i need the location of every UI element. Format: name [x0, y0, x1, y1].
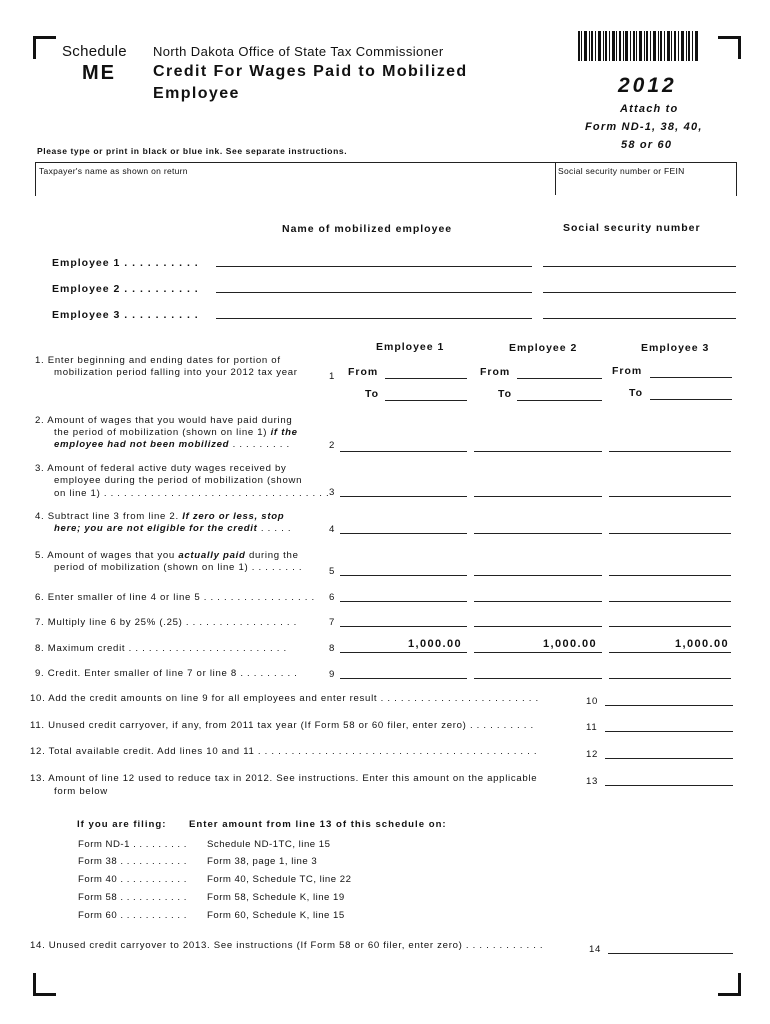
- line-10-field[interactable]: [605, 705, 733, 706]
- line-7-employee-2-field[interactable]: [474, 626, 602, 627]
- agency-name: North Dakota Office of State Tax Commissioner: [153, 44, 444, 59]
- tax-year: 2012: [618, 74, 677, 97]
- line-12-text: 12. Total available credit. Add lines 10 and 11 . . . . . . . . . . . . . . . . . . . . . . . . . . . . . . . . . . . . . . . . . .: [30, 746, 538, 757]
- line-8-employee-3-amount: 1,000.00: [674, 638, 729, 650]
- line-5-text-a: [35, 550, 299, 561]
- line-13-text-a: 13. Amount of line 12 used to reduce tax in 2012. See instructions. Enter this amount on the applicable: [30, 773, 538, 784]
- line-2-text-a: 2. Amount of wages that you would have paid during: [35, 415, 293, 426]
- crop-mark-top-left: [33, 36, 56, 59]
- line-8-employee-1-amount: 1,000.00: [407, 638, 462, 650]
- filing-destination: Form 40, Schedule TC, line 22: [207, 874, 352, 885]
- employee-ssn-header: Social security number: [563, 222, 701, 234]
- line-8-employee-3-field: [609, 652, 731, 653]
- line-2-text-b-plain: the period of mobilization (shown on line 1): [54, 427, 268, 438]
- schedule-label: Schedule: [62, 43, 127, 60]
- filing-destination: Form 60, Schedule K, line 15: [207, 910, 345, 921]
- employee-3-name-field[interactable]: [216, 318, 532, 319]
- line-3-employee-3-field[interactable]: [609, 496, 731, 497]
- employee-2-ssn-field[interactable]: [543, 292, 736, 293]
- line-3-employee-1-field[interactable]: [340, 496, 467, 497]
- line-5-text-a-plain: 5. Amount of wages that you: [35, 550, 175, 561]
- line-10-number: 10: [586, 696, 599, 707]
- barcode: [578, 31, 698, 61]
- employee-row-label: Employee 1 . . . . . . . . . .: [52, 257, 199, 269]
- line-3-number: 3: [329, 487, 336, 498]
- line-3-text-c: on line 1) . . . . . . . . . . . . . . . . . . . . . . . . . . . . . . . . . .: [54, 488, 330, 499]
- line-8-text: 8. Maximum credit . . . . . . . . . . . . . . . . . . . . . . . .: [35, 643, 287, 654]
- employee-row-label: Employee 3 . . . . . . . . . .: [52, 309, 199, 321]
- employee-3-ssn-field[interactable]: [543, 318, 736, 319]
- line-5-text-b: period of mobilization (shown on line 1) . . . . . . . .: [54, 562, 303, 573]
- employee-3-from-date[interactable]: [650, 377, 732, 378]
- line-2-number: 2: [329, 440, 336, 451]
- filing-header-left: If you are filing:: [77, 819, 167, 830]
- line-14-field[interactable]: [608, 953, 733, 954]
- crop-mark-top-right: [718, 36, 741, 59]
- filing-form-label: Form 38 . . . . . . . . . . .: [78, 856, 187, 867]
- line-9-number: 9: [329, 669, 336, 680]
- from-label: From: [612, 365, 643, 377]
- line-11-text: 11. Unused credit carryover, if any, from 2011 tax year (If Form 58 or 60 filer, enter zero) . . . . . . . . . .: [30, 720, 534, 731]
- line-6-employee-1-field[interactable]: [340, 601, 467, 602]
- from-label: From: [348, 366, 379, 378]
- line-4-text-a-plain: 4. Subtract line 3 from line 2.: [35, 511, 179, 522]
- line-7-text: 7. Multiply line 6 by 25% (.25) . . . . . . . . . . . . . . . . .: [35, 617, 297, 628]
- line-2-text-c: [54, 439, 290, 450]
- line-14-text: 14. Unused credit carryover to 2013. See instructions (If Form 58 or 60 filer, enter zero) . . . . . . . . . . . .: [30, 940, 544, 951]
- employee-3-to-date[interactable]: [650, 399, 732, 400]
- line-1-text-a: 1. Enter beginning and ending dates for portion of: [35, 355, 281, 366]
- line-8-employee-1-field: [340, 652, 467, 653]
- to-label: To: [629, 387, 644, 399]
- line-13-number: 13: [586, 776, 599, 787]
- line-2-text-c-dots: . . . . . . . . .: [229, 439, 290, 450]
- employee-1-to-date[interactable]: [385, 400, 467, 401]
- line-1-number: 1: [329, 371, 336, 382]
- line-5-number: 5: [329, 566, 336, 577]
- line-1-text-b: mobilization period falling into your 2012 tax year: [54, 367, 298, 378]
- line-3-text-b: employee during the period of mobilization (shown: [54, 475, 303, 486]
- attach-to-line2: Form ND-1, 38, 40,: [585, 121, 703, 133]
- filing-form-label: Form 60 . . . . . . . . . . .: [78, 910, 187, 921]
- line-11-number: 11: [586, 722, 598, 733]
- filing-destination: Form 38, page 1, line 3: [207, 856, 318, 867]
- column-header-employee-2: Employee 2: [509, 342, 578, 354]
- line-2-text-c-emphasis: employee had not been mobilized: [54, 439, 230, 450]
- line-4-text-b: [54, 523, 291, 534]
- line-10-text: 10. Add the credit amounts on line 9 for all employees and enter result . . . . . . . . . . . . . . . . . . . . . . . .: [30, 693, 539, 704]
- line-12-field[interactable]: [605, 758, 733, 759]
- line-7-number: 7: [329, 617, 336, 628]
- crop-mark-bottom-right: [718, 973, 741, 996]
- line-5-employee-3-field[interactable]: [609, 575, 731, 576]
- line-9-text: 9. Credit. Enter smaller of line 7 or line 8 . . . . . . . . .: [35, 668, 298, 679]
- line-2-employee-3-field[interactable]: [609, 451, 731, 452]
- line-13-field[interactable]: [605, 785, 733, 786]
- from-label: From: [480, 366, 511, 378]
- filing-form-label: Form ND-1 . . . . . . . . .: [78, 839, 187, 850]
- line-7-employee-3-field[interactable]: [609, 626, 731, 627]
- line-2-text-b: [54, 427, 298, 438]
- filing-form-label: Form 58 . . . . . . . . . . .: [78, 892, 187, 903]
- form-title-line2: Employee: [153, 85, 240, 102]
- line-4-employee-3-field[interactable]: [609, 533, 731, 534]
- to-label: To: [498, 388, 513, 400]
- filing-destination: Schedule ND-1TC, line 15: [207, 839, 331, 850]
- line-14-number: 14: [589, 944, 602, 955]
- line-5-employee-1-field[interactable]: [340, 575, 467, 576]
- taxpayer-name-label: Taxpayer's name as shown on return: [39, 166, 188, 176]
- line-9-employee-3-field[interactable]: [609, 678, 731, 679]
- crop-mark-bottom-left: [33, 973, 56, 996]
- line-5-employee-2-field[interactable]: [474, 575, 602, 576]
- line-12-number: 12: [586, 749, 599, 760]
- line-3-text-a: 3. Amount of federal active duty wages received by: [35, 463, 287, 474]
- employee-1-name-field[interactable]: [216, 266, 532, 267]
- employee-row-label: Employee 2 . . . . . . . . . .: [52, 283, 199, 295]
- line-4-employee-1-field[interactable]: [340, 533, 467, 534]
- line-2-employee-1-field[interactable]: [340, 451, 467, 452]
- line-4-text-b-dots: . . . . .: [257, 523, 292, 534]
- line-4-text-a-emphasis: If zero or less, stop: [182, 511, 285, 522]
- line-4-text-b-emphasis: here; you are not eligible for the credit: [54, 523, 258, 534]
- line-4-employee-2-field[interactable]: [474, 533, 602, 534]
- line-9-employee-1-field[interactable]: [340, 678, 467, 679]
- line-3-employee-2-field[interactable]: [474, 496, 602, 497]
- filing-form-label: Form 40 . . . . . . . . . . .: [78, 874, 187, 885]
- employee-name-header: Name of mobilized employee: [282, 223, 453, 235]
- attach-to-line1: Attach to: [620, 103, 679, 115]
- employee-1-from-date[interactable]: [385, 378, 467, 379]
- line-8-number: 8: [329, 643, 336, 654]
- line-6-text: 6. Enter smaller of line 4 or line 5 . . . . . . . . . . . . . . . . .: [35, 592, 315, 603]
- attach-to-line3: 58 or 60: [621, 139, 673, 151]
- column-header-employee-1: Employee 1: [376, 341, 445, 353]
- to-label: To: [365, 388, 380, 400]
- employee-2-from-date[interactable]: [517, 378, 602, 379]
- line-6-employee-2-field[interactable]: [474, 601, 602, 602]
- filing-destination: Form 58, Schedule K, line 19: [207, 892, 345, 903]
- filing-header-right: Enter amount from line 13 of this schedule on:: [189, 819, 447, 830]
- taxpayer-ssn-label: Social security number or FEIN: [558, 166, 685, 176]
- line-8-employee-2-amount: 1,000.00: [542, 638, 597, 650]
- line-11-field[interactable]: [605, 731, 733, 732]
- line-5-text-a-tail: during the: [248, 550, 299, 561]
- form-title-line1: Credit For Wages Paid to Mobilized: [153, 63, 468, 80]
- employee-2-to-date[interactable]: [517, 400, 602, 401]
- line-4-number: 4: [329, 524, 336, 535]
- column-header-employee-3: Employee 3: [641, 342, 710, 354]
- line-6-number: 6: [329, 592, 336, 603]
- line-6-employee-3-field[interactable]: [609, 601, 731, 602]
- ink-instructions: Please type or print in black or blue ink. See separate instructions.: [37, 146, 348, 156]
- line-9-employee-2-field[interactable]: [474, 678, 602, 679]
- line-8-employee-2-field: [474, 652, 602, 653]
- line-2-employee-2-field[interactable]: [474, 451, 602, 452]
- employee-1-ssn-field[interactable]: [543, 266, 736, 267]
- line-4-text-a: [35, 511, 284, 522]
- employee-2-name-field[interactable]: [216, 292, 532, 293]
- line-2-text-b-emphasis: if the: [270, 427, 298, 438]
- taxpayer-box-divider: [555, 162, 556, 195]
- line-5-text-a-emphasis: actually paid: [178, 550, 246, 561]
- line-13-text-b: form below: [54, 786, 108, 797]
- schedule-code: ME: [82, 62, 116, 84]
- line-7-employee-1-field[interactable]: [340, 626, 467, 627]
